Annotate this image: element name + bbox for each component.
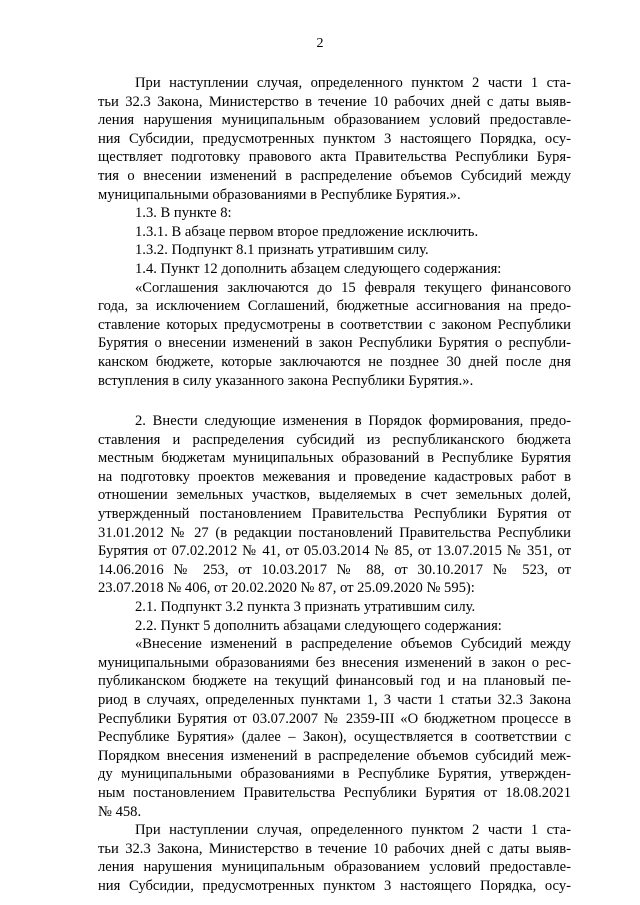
text-line: года, за исключением Соглашений, бюджетные ассигнования на предо- [98, 298, 571, 315]
text-line: муниципальными образованиями без внесения изменений в закон о рес- [98, 654, 571, 671]
text-line: Бурятия от 07.02.2012 № 41, от 05.03.2014 № 85, от 13.07.2015 № 351, от [98, 543, 571, 560]
text-line: ления нарушения муниципальным образованием условий предоставле- [98, 859, 571, 876]
text-line: ду муниципальными образованиями в Республике Бурятия, утвержден- [98, 766, 571, 783]
text-line: тьи 32.3 Закона, Министерство в течение 10 рабочих дней с даты выяв- [98, 840, 571, 857]
text-line: ставления и распределения субсидий из республиканского бюджета [98, 431, 571, 448]
text-line: канском бюджете, которые заключаются не позднее 30 дней после дня [98, 353, 571, 370]
text-line: 14.06.2016 № 253, от 10.03.2017 № 88, от 30.10.2017 № 523, от [98, 561, 571, 578]
text-line: 1.3.1. В абзаце первом второе предложение исключить. [135, 223, 479, 240]
text-line: 2. Внести следующие изменения в Порядок формирования, предо- [135, 413, 571, 430]
text-line: ным постановлением Правительства Республики Бурятия от 18.08.2021 [98, 784, 571, 801]
text-line: на подготовку проектов межевания и проведение кадастровых работ в [98, 468, 571, 485]
text-line: местным бюджетам муниципальных образований в Республике Бурятия [98, 450, 571, 467]
text-line: 2.2. Пункт 5 дополнить абзацами следующего содержания: [135, 617, 502, 634]
text-line: 2.1. Подпункт 3.2 пункта 3 признать утратившим силу. [135, 599, 476, 616]
text-line: ставление которых предусмотрены в соответствии с законом Республики [98, 316, 571, 333]
text-line: 31.01.2012 № 27 (в редакции постановлений Правительства Республики [98, 524, 571, 541]
text-line: ществляет подготовку правового акта Правительства Республики Буря- [98, 149, 571, 166]
text-line: муниципальными образованиями в Республике Бурятия.». [98, 186, 461, 203]
text-line: риод в случаях, определенных пунктами 1, 3 части 1 статьи 32.3 Закона [98, 692, 571, 708]
text-line: Бурятия о внесении изменений в закон Республики Бурятия о республи- [98, 335, 571, 352]
text-line: тьи 32.3 Закона, Министерство в течение 10 рабочих дней с даты выяв- [98, 93, 571, 110]
document-body [98, 74, 571, 896]
text-line: 1.3.2. Подпункт 8.1 признать утратившим силу. [135, 242, 429, 259]
text-line: утвержденный постановлением Правительства Республики Бурятия от [98, 506, 571, 523]
text-line: При наступлении случая, определенного пунктом 2 части 1 ста- [135, 75, 571, 91]
page-number: 2 [316, 36, 324, 51]
text-line: тия о внесении изменений в распределение объемов Субсидий между [98, 167, 571, 184]
text-line: 23.07.2018 № 406, от 20.02.2020 № 87, от 25.09.2020 № 595): [98, 580, 475, 597]
text-line: Республики Бурятия от 03.07.2007 № 2359-III «О бюджетном процессе в [98, 710, 571, 727]
text-line: ления нарушения муниципальным образованием условий предоставле- [98, 112, 571, 129]
text-line: Республике Бурятия» (далее – Закон), осуществляется в соответствии с [98, 729, 571, 746]
text-line: Порядком внесения изменений в распределение объемов субсидий меж- [98, 747, 571, 764]
text-line: 1.3. В пункте 8: [135, 205, 232, 222]
text-line: отношении земельных участков, выделяемых в счет земельных долей, [98, 487, 571, 504]
text-line: № 458. [98, 803, 142, 820]
text-line: ния Субсидии, предусмотренных пунктом 3 настоящего Порядка, осу- [98, 130, 571, 147]
text-line: публиканском бюджете на текущий финансовый год и на плановый пе- [98, 673, 571, 690]
text-line: «Соглашения заключаются до 15 февраля текущего финансового [135, 279, 571, 296]
text-line: вступления в силу указанного закона Республики Бурятия.». [98, 372, 474, 389]
paragraph-gap [98, 390, 571, 412]
text-line: ния Субсидии, предусмотренных пунктом 3 настоящего Порядка, осу- [98, 877, 571, 894]
text-line: При наступлении случая, определенного пунктом 2 части 1 ста- [135, 822, 571, 839]
text-line: 1.4. Пункт 12 дополнить абзацем следующего содержания: [135, 260, 502, 277]
text-line: «Внесение изменений в распределение объемов Субсидий между [135, 636, 571, 653]
